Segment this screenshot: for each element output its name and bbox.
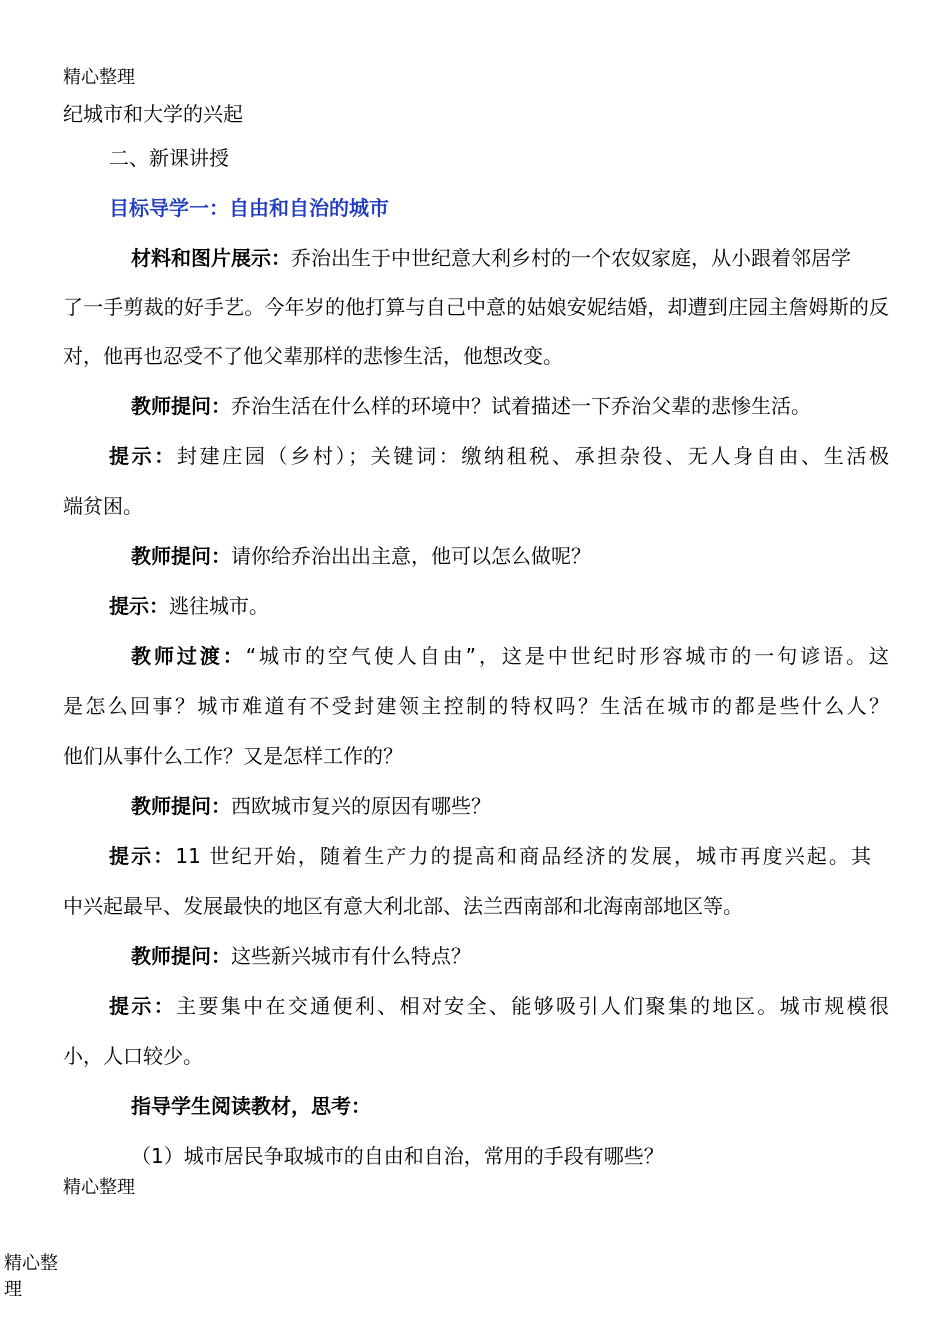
question-label: 教师提问： [131, 794, 231, 818]
question-label: 教师提问： [131, 394, 231, 418]
teacher-transition-line1 [131, 644, 889, 668]
hint-4-line1 [109, 994, 889, 1018]
heading-fragment: 纪城市和大学的兴起 [63, 102, 243, 126]
material-text-line2: 了一手剪裁的好手艺。今年岁的他打算与自己中意的姑娘安妮结婚，却遭到庄园主詹姆斯的反 [63, 295, 889, 319]
hint-3-line1 [109, 844, 871, 868]
material-text-line3: 对，他再也忍受不了他父辈那样的悲惨生活，他想改变。 [63, 344, 563, 368]
hint-3-line2: 中兴起最早、发展最快的地区有意大利北部、法兰西南部和北海南部地区等。 [63, 894, 743, 918]
hint-text: 逃往城市。 [169, 594, 269, 618]
hint-label: 提示： [109, 994, 177, 1018]
hint-text-line1: 主要集中在交通便利、相对安全、能够吸引人们聚集的地区。城市规模很 [176, 994, 890, 1018]
teacher-question-1 [131, 394, 811, 418]
question-label: 教师提问： [131, 944, 231, 968]
hint-4-line2: 小，人口较少。 [63, 1044, 203, 1068]
reading-guide: 指导学生阅读教材，思考： [131, 1094, 371, 1118]
hint-2 [109, 594, 269, 618]
transition-text-line1: “城市的空气使人自由”，这是中世纪时形容城市的一句谚语。这 [245, 644, 890, 668]
transition-label: 教师过渡： [131, 644, 246, 668]
transition-text-line2: 是怎么回事？城市难道有不受封建领主控制的特权吗？生活在城市的都是些什么人？ [63, 694, 889, 718]
teacher-question-3 [131, 794, 491, 818]
hint-text-line1: 11 世纪开始，随着生产力的提高和商品经济的发展，城市再度兴起。其 [175, 844, 872, 868]
hint-text-line1: 封建庄园（乡村）；关键词：缴纳租税、承担杂役、无人身自由、生活极 [176, 444, 890, 468]
corner-label-line2: 理 [4, 1279, 22, 1300]
objective-heading: 目标导学一：自由和自治的城市 [109, 196, 389, 220]
corner-label-line1: 精心整 [4, 1253, 58, 1274]
question-label: 教师提问： [131, 544, 231, 568]
material-paragraph-line1 [131, 246, 851, 270]
section-title: 二、新课讲授 [109, 146, 229, 170]
teacher-question-2 [131, 544, 591, 568]
material-text-line1: 乔治出生于中世纪意大利乡村的一个农奴家庭，从小跟着邻居学 [291, 246, 851, 270]
hint-1-line1 [109, 444, 889, 468]
question-text: 西欧城市复兴的原因有哪些？ [231, 794, 491, 818]
hint-label: 提示： [109, 844, 176, 868]
hint-1-line2: 端贫困。 [63, 494, 143, 518]
question-text: 这些新兴城市有什么特点？ [231, 944, 471, 968]
hint-label: 提示： [109, 594, 169, 618]
hint-label: 提示： [109, 444, 177, 468]
teacher-question-4 [131, 944, 471, 968]
header-label: 精心整理 [63, 67, 135, 88]
transition-text-line3: 他们从事什么工作？又是怎样工作的？ [63, 744, 403, 768]
footer-label: 精心整理 [63, 1177, 135, 1198]
material-label: 材料和图片展示： [131, 246, 291, 270]
question-item-1: （1）城市居民争取城市的自由和自治，常用的手段有哪些？ [131, 1144, 664, 1168]
question-text: 乔治生活在什么样的环境中？试着描述一下乔治父辈的悲惨生活。 [231, 394, 811, 418]
question-text: 请你给乔治出出主意，他可以怎么做呢？ [231, 544, 591, 568]
